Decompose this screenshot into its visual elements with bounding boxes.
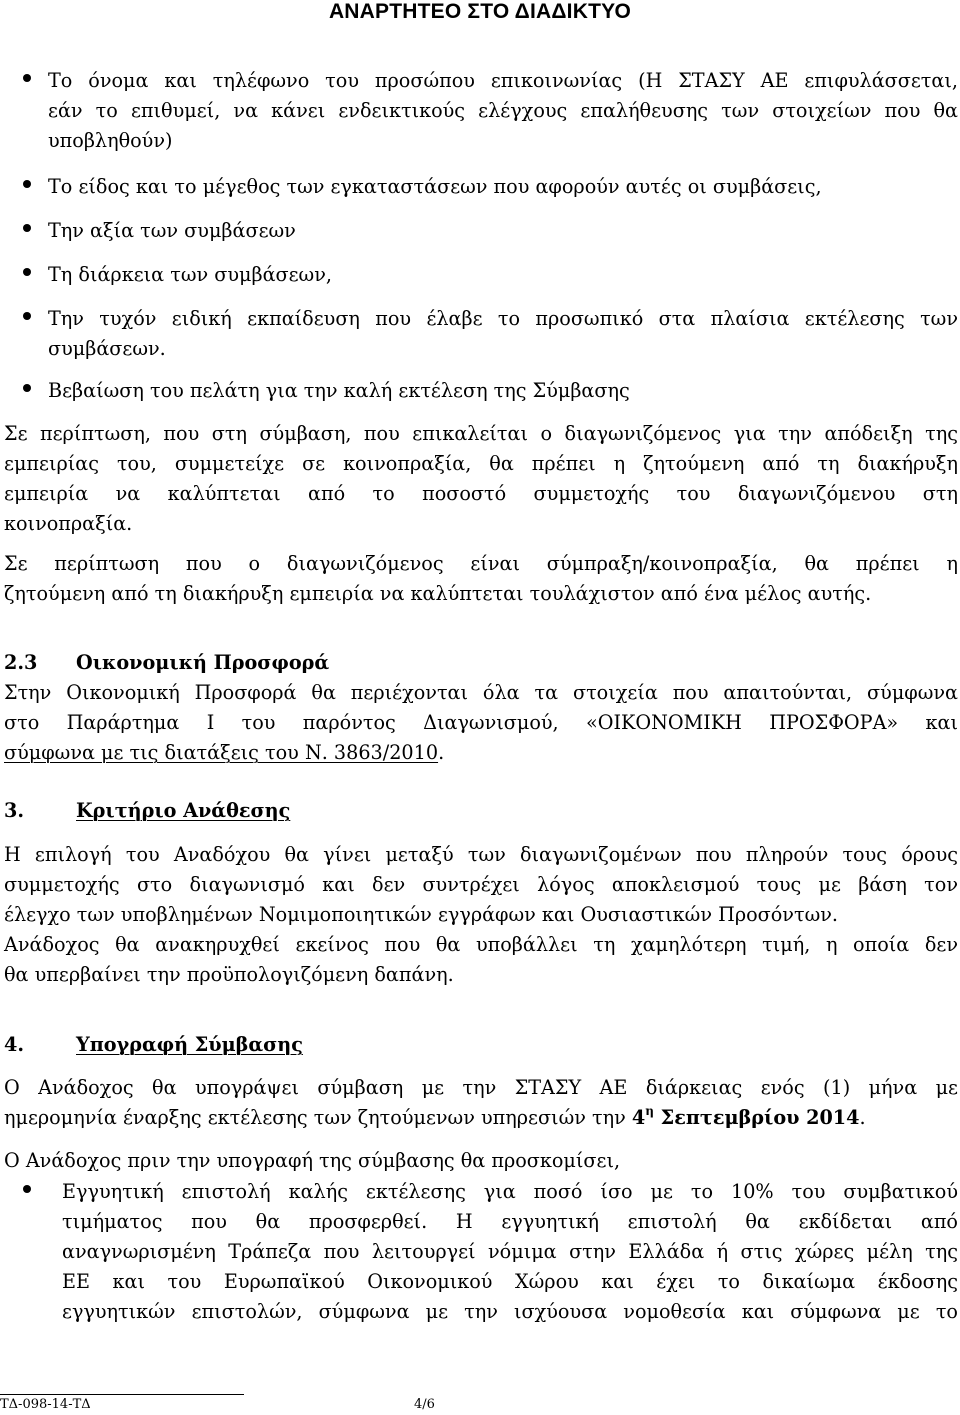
section-3-line-4: Ανάδοχος θα ανακηρυχθεί εκείνος που θα υποβάλλει τη χαμηλότερη τιμή, η οποία δεν bbox=[4, 933, 958, 956]
start-date-month-year: Σεπτεμβρίου 2014 bbox=[653, 1106, 860, 1129]
guarantee-line-4: ΕΕ και του Ευρωπαϊκού Οικονομικού Χώρου και έχει το δικαίωμα έκδοσης bbox=[62, 1270, 958, 1293]
section-4-number: 4. bbox=[4, 1033, 25, 1056]
bullet-icon bbox=[23, 384, 31, 392]
section-3-line-3: έλεγχο των υποβλημένων Νομιμοποιητικών εγγράφων και Ουσιαστικών Προσόντων. bbox=[4, 903, 838, 926]
section-2-3-line-1: Στην Οικονομική Προσφορά θα περιέχονται όλα τα στοιχεία που απαιτούνται, σύμφωνα bbox=[4, 681, 958, 704]
bullet-item-client-certificate: Βεβαίωση του πελάτη για την καλή εκτέλεση της Σύμβασης bbox=[48, 379, 630, 402]
paragraph-consortium-line-2: ζητούμενη από τη διακήρυξη εμπειρία να καλύπτεται τουλάχιστον από ένα μέλος αυτής. bbox=[4, 582, 872, 605]
footer-page-number: 4/6 bbox=[414, 1397, 435, 1412]
paragraph-joint-line-3: εμπειρία να καλύπτεται από το ποσοστό συμμετοχής του διαγωνιζόμενου στη bbox=[4, 482, 958, 505]
section-4-line-1: Ο Ανάδοχος θα υπογράψει σύμβαση με την ΣΤΑΣΥ ΑΕ διάρκειας ενός (1) μήνα με bbox=[4, 1076, 958, 1099]
section-3-line-5: θα υπερβαίνει την προϋπολογιζόμενη δαπάνη. bbox=[4, 963, 454, 986]
section-3-line-1: Η επιλογή του Αναδόχου θα γίνει μεταξύ των διαγωνιζομένων που πληρούν τους όρους bbox=[4, 843, 958, 866]
section-3-number: 3. bbox=[4, 799, 25, 822]
bullet-item-contact-line-3: υποβληθούν) bbox=[48, 129, 173, 152]
footer-doc-code: ΤΔ-098-14-ΤΔ bbox=[0, 1397, 91, 1412]
guarantee-line-2: τιμήματος που θα προσφερθεί. Η εγγυητική επιστολή θα εκδίδεται από bbox=[62, 1210, 958, 1233]
bullet-icon bbox=[23, 1185, 31, 1193]
bullet-item-contact-line-1: Το όνομα και τηλέφωνο του προσώπου επικοινωνίας (Η ΣΤΑΣΥ ΑΕ επιφυλάσσεται, bbox=[48, 69, 958, 92]
bullet-item-contact-line-2: εάν το επιθυμεί, να κάνει ενδεικτικούς ελέγχους επαλήθευσης των στοιχείων που θα bbox=[48, 99, 958, 122]
bullet-item-training-line-2: συμβάσεων. bbox=[48, 337, 166, 360]
guarantee-line-5: εγγυητικών επιστολών, σύμφωνα με την ισχύουσα νομοθεσία και σύμφωνα με το bbox=[62, 1300, 958, 1323]
bullet-item-facilities: Το είδος και το μέγεθος των εγκαταστάσεων που αφορούν αυτές οι συμβάσεις, bbox=[48, 175, 822, 198]
section-4-title: Υπογραφή Σύμβασης bbox=[76, 1033, 303, 1056]
section-3-title: Κριτήριο Ανάθεσης bbox=[76, 799, 291, 822]
paragraph-joint-line-1: Σε περίπτωση, που στη σύμβαση, που επικαλείται ο διαγωνιζόμενος για την απόδειξη της bbox=[4, 422, 958, 445]
paragraph-joint-line-2: εμπειρίας του, συμμετείχε σε κοινοπραξία, θα πρέπει η ζητούμενη από τη διακήρυξη bbox=[4, 452, 958, 475]
guarantee-line-3: αναγνωρισμένη Τράπεζα που λειτουργεί νόμιμα στην Ελλάδα ή στις χώρες μέλη της bbox=[62, 1240, 958, 1263]
law-reference: σύμφωνα με τις διατάξεις του Ν. 3863/2010 bbox=[4, 741, 439, 764]
section-2-3-number: 2.3 bbox=[4, 651, 38, 674]
bullet-icon bbox=[23, 224, 31, 232]
section-2-3-line-3 bbox=[4, 738, 444, 768]
guarantee-line-1: Εγγυητική επιστολή καλής εκτέλεσης για ποσό ίσο με το 10% του συμβατικού bbox=[62, 1180, 958, 1203]
paragraph-consortium-line-1: Σε περίπτωση που ο διαγωνιζόμενος είναι σύμπραξη/κοινοπραξία, θα πρέπει η bbox=[4, 552, 958, 575]
start-date-day: 4 bbox=[631, 1106, 646, 1129]
start-date-prefix: ημερομηνία έναρξης εκτέλεσης των ζητούμενων υπηρεσιών την bbox=[4, 1106, 632, 1129]
bullet-icon bbox=[23, 268, 31, 276]
start-date-period: . bbox=[859, 1106, 866, 1129]
bullet-item-duration: Τη διάρκεια των συμβάσεων, bbox=[48, 263, 332, 286]
bullet-icon bbox=[23, 180, 31, 188]
law-reference-period: . bbox=[438, 741, 445, 764]
bullet-icon bbox=[23, 312, 31, 320]
section-3-line-2: συμμετοχής στο διαγωνισμό και δεν συντρέχει λόγος αποκλεισμού τους με βάση τον bbox=[4, 873, 958, 896]
section-2-3-title: Οικονομική Προσφορά bbox=[76, 651, 330, 674]
bullet-item-training-line-1: Την τυχόν ειδική εκπαίδευση που έλαβε το προσωπικό στα πλαίσια εκτέλεσης των bbox=[48, 307, 958, 330]
paragraph-joint-line-4: κοινοπραξία. bbox=[4, 512, 133, 535]
page-title: ΑΝΑΡΤΗΤΕΟ ΣΤΟ ΔΙΑΔΙΚΤΥΟ bbox=[328, 0, 632, 23]
section-4-line-3: Ο Ανάδοχος πριν την υπογραφή της σύμβασης θα προσκομίσει, bbox=[4, 1149, 621, 1172]
section-4-line-2 bbox=[4, 1103, 866, 1133]
bullet-item-value: Την αξία των συμβάσεων bbox=[48, 219, 296, 242]
section-2-3-line-2: στο Παράρτημα Ι του παρόντος Διαγωνισμού, «ΟΙΚΟΝΟΜΙΚΗ ΠΡΟΣΦΟΡΑ» και bbox=[4, 711, 958, 734]
start-date bbox=[631, 1103, 860, 1129]
footer-divider bbox=[0, 1394, 244, 1395]
bullet-icon bbox=[23, 74, 31, 82]
start-date-ordinal: η bbox=[645, 1103, 654, 1118]
